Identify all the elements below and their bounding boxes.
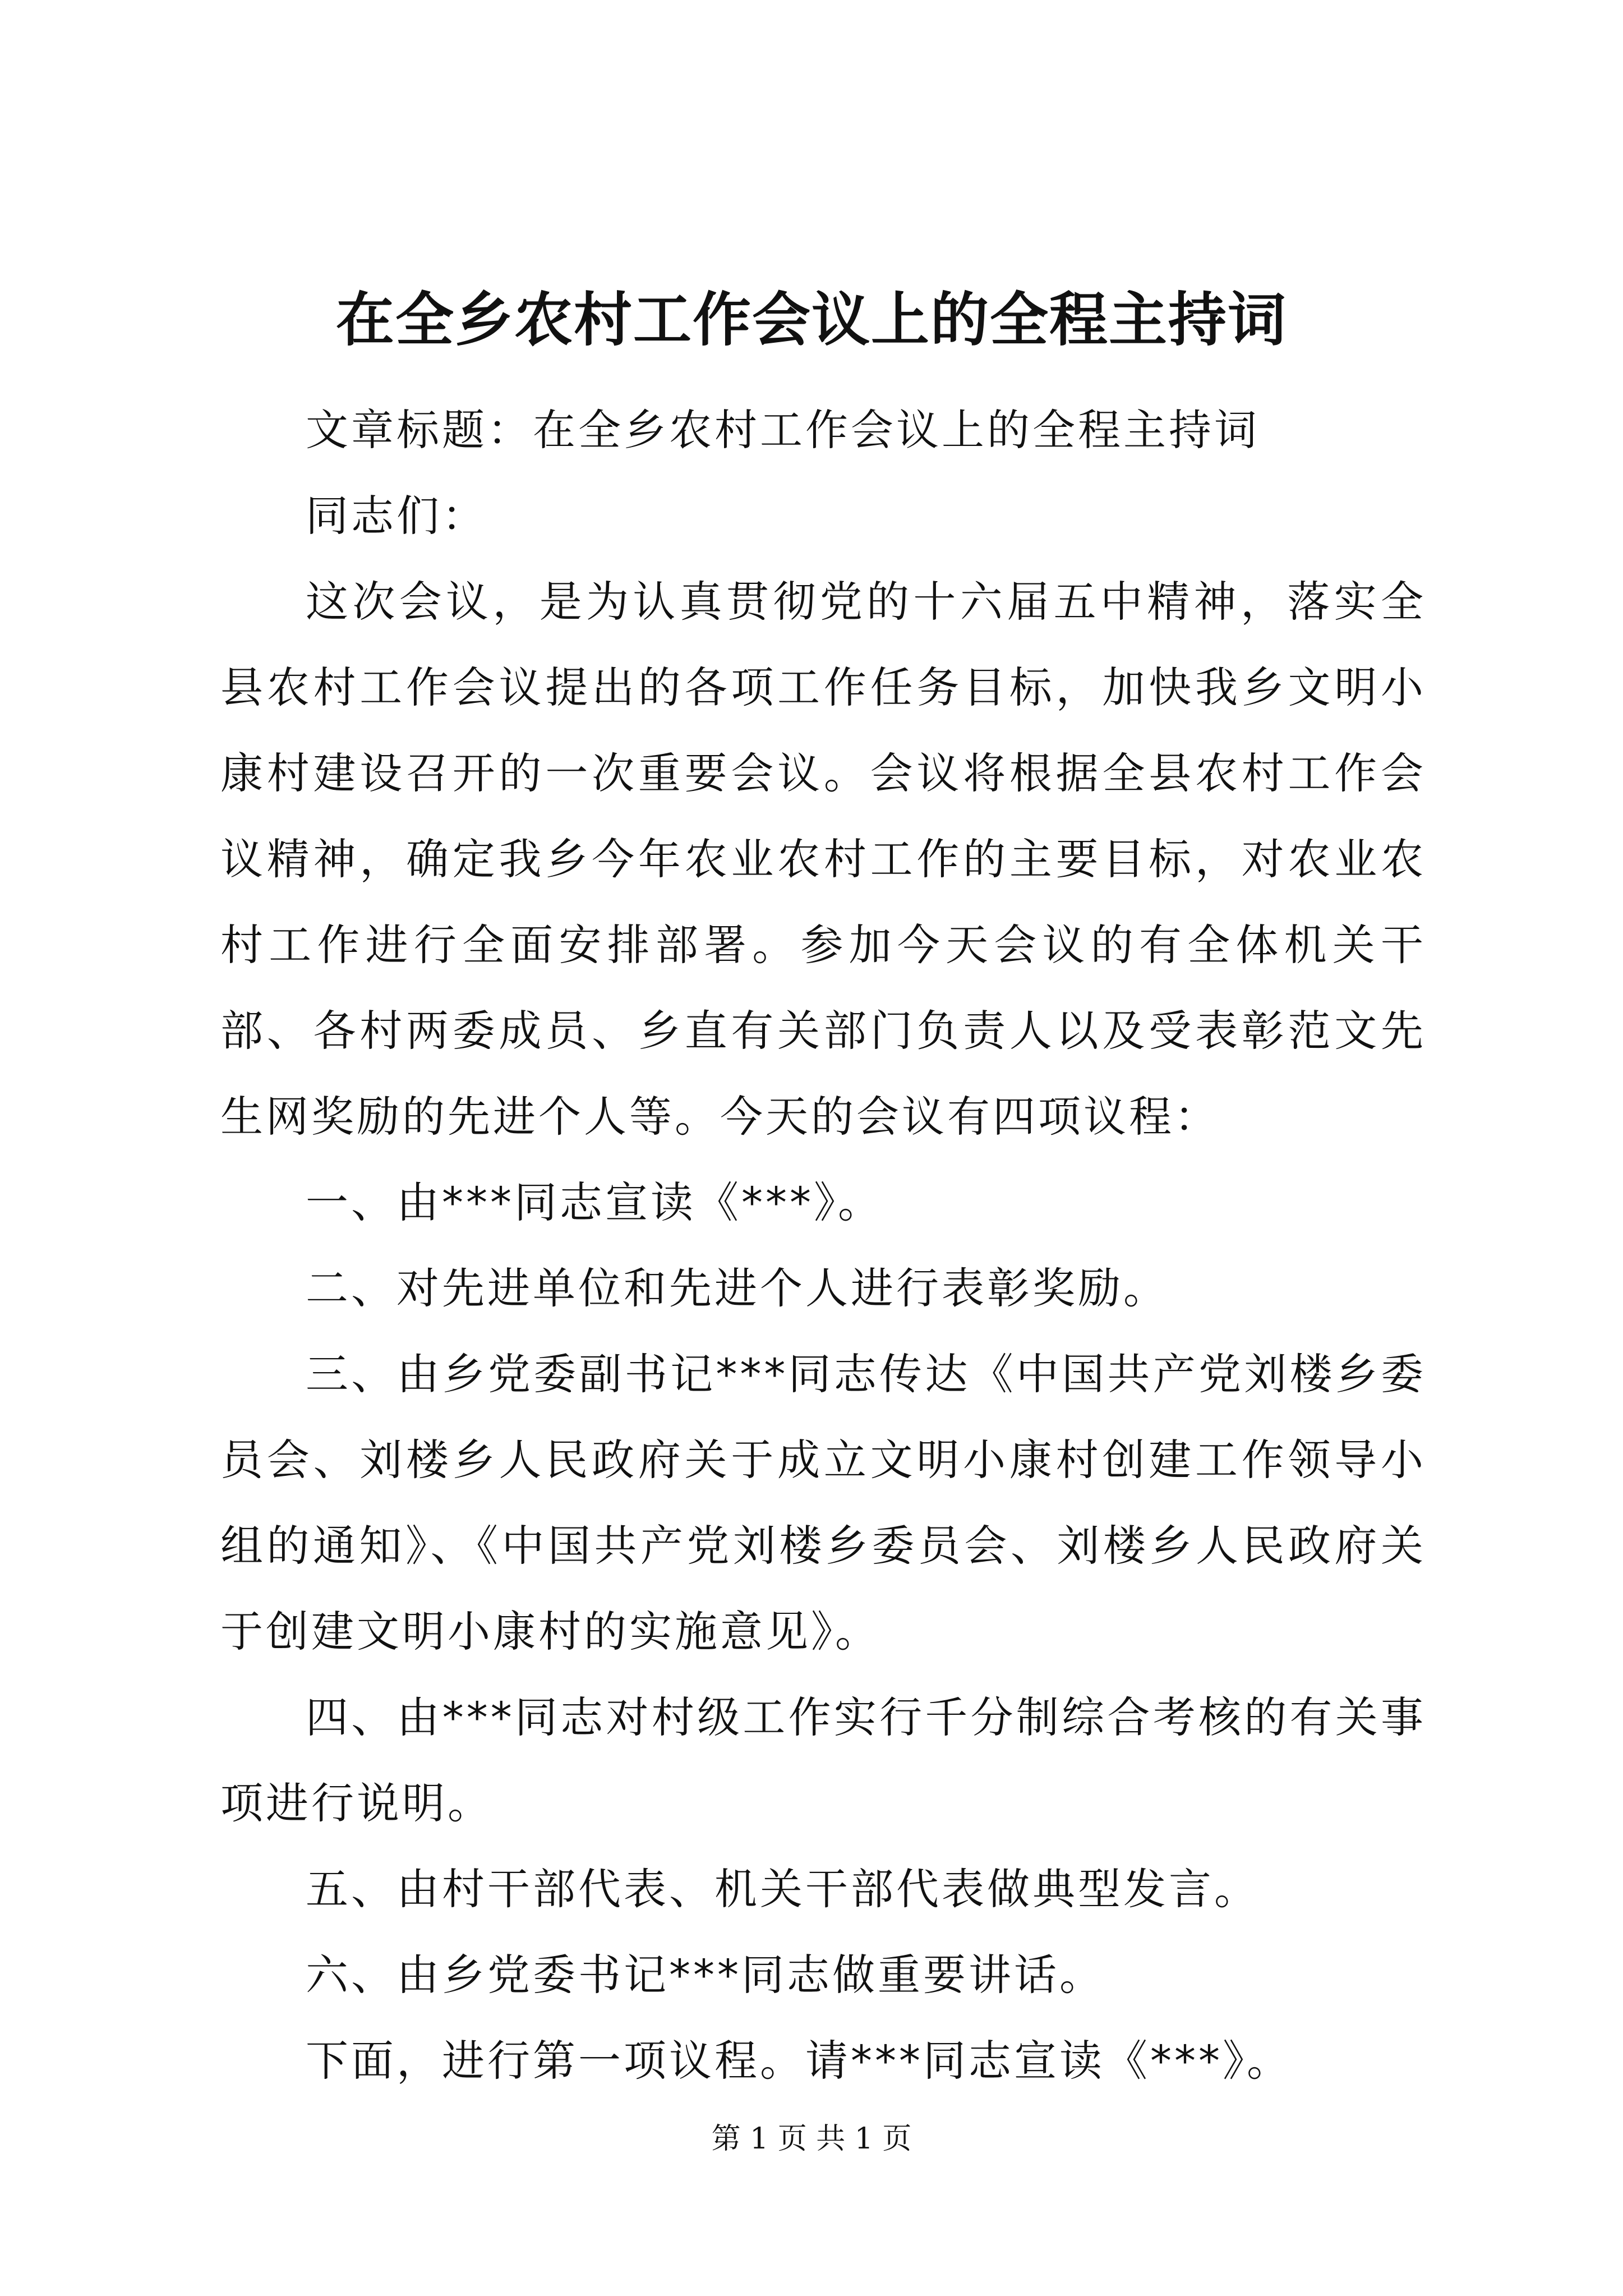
agenda-item-4: 四、由***同志对村级工作实行千分制综合考核的有关事项进行说明。 [220,1692,1426,1828]
agenda-item-2: 二、对先进单位和先进个人进行表彰奖励。 [306,1263,1169,1313]
paragraph-salutation: 同志们： [306,491,487,541]
agenda-item-5: 五、由村干部代表、机关干部代表做典型发言。 [306,1864,1260,1914]
document-body [220,387,1426,2104]
paragraph-intro: 这次会议，是为认真贯彻党的十六届五中精神，落实全县农村工作会议提出的各项工作任务目标，加快我乡文明小康村建设召开的一次重要会议。会议将根据全县农村工作会议精神，确定我乡今年农业农村工作的主要目标，对农业农村工作进行全面安排部署。参加今天会议的有全体机关干部、各村两委成员、乡直有关部门负责人以及受表彰范文先生网奖励的先进个人等。今天的会议有四项议程： [220,577,1426,1142]
paragraph-article-title: 文章标题：在全乡农村工作会议上的全程主持词 [306,405,1260,455]
agenda-item-1: 一、由***同志宣读《***》。 [306,1177,883,1227]
agenda-item-3: 三、由乡党委副书记***同志传达《中国共产党刘楼乡委员会、刘楼乡人民政府关于成立文明小康村创建工作领导小组的通知》、《中国共产党刘楼乡委员会、刘楼乡人民政府关于创建文明小康村的实施意见》。 [220,1349,1426,1657]
document-title: 在全乡农村工作会议上的全程主持词 [335,285,1287,354]
paragraph-closing: 下面，进行第一项议程。请***同志宣读《***》。 [306,2036,1292,2086]
agenda-item-6: 六、由乡党委书记***同志做重要讲话。 [306,1950,1105,2000]
page-footer: 第 1 页 共 1 页 [711,2122,912,2156]
